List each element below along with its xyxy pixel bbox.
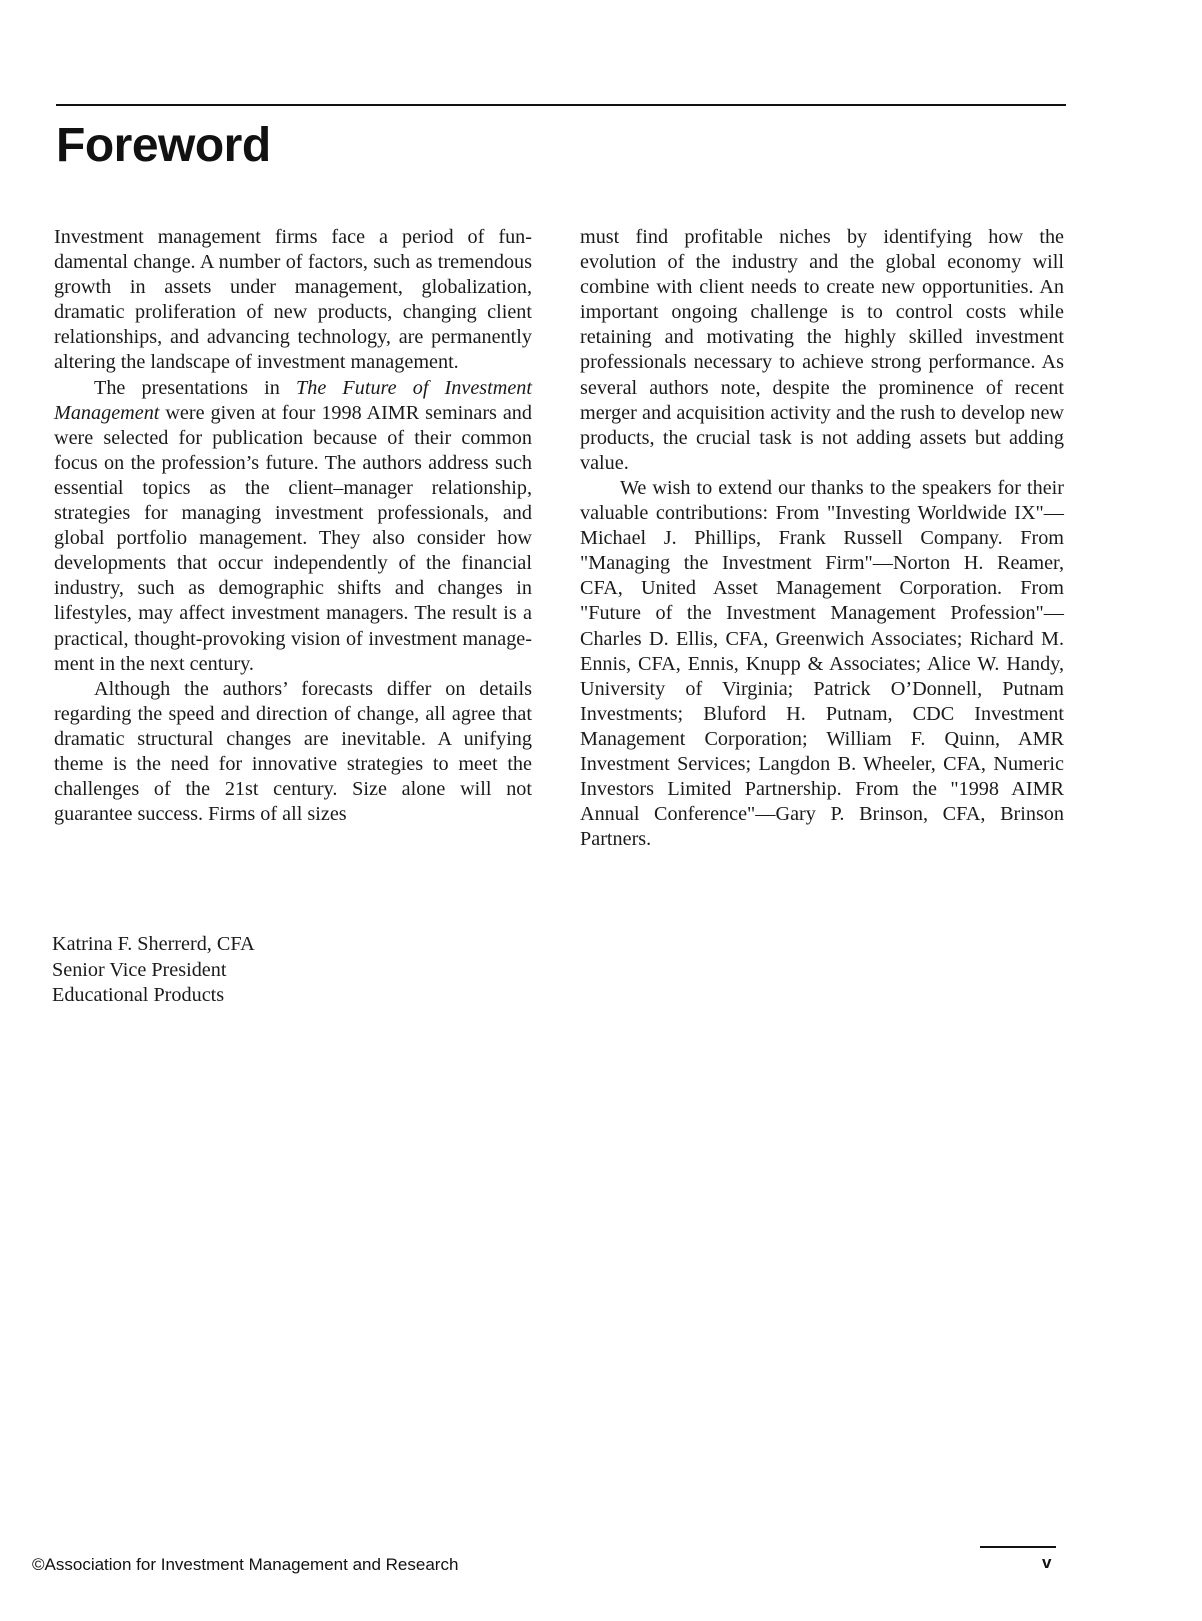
paragraph-3: Although the authors’ forecasts differ on details regarding the speed and direction of change, all agree that dramatic structural changes are inevitable. A unifying theme is the need for innovative strategies to meet the challenges of the 21st century. Size alone will not guarantee success. Firms of all sizes [54, 677, 532, 826]
footer-copyright: ©Association for Investment Management and Research [32, 1555, 459, 1574]
signature-position: Senior Vice President [52, 958, 227, 981]
signature-department: Educational Products [52, 984, 225, 1006]
page-number: v [1042, 1553, 1052, 1572]
paragraph-2-before: The presentations in [94, 376, 296, 399]
left-column [54, 225, 532, 827]
page-number-rule [980, 1546, 1056, 1548]
paragraph-5-acknowledgements: We wish to extend our thanks to the speakers for their valuable contributions: From "Investing Worldwide IX"—Michael J. Phillips, Frank Russell Company. From "Managing the Investment Firm"—Norton H. Reamer, CFA, United Asset Management Corporation. From "Future of the Investment Management Profession"—Charles D. Ellis, CFA, Greenwich Associates; Richard M. Ennis, CFA, Ennis, Knupp & Associates; Alice W. Handy, University of Virginia; Patrick O’Donnell, Putnam Investments; Bluford H. Putnam, CDC Investment Management Corporation; William F. Quinn, AMR Investment Services; Langdon B. Wheeler, CFA, Numeric Investors Limited Partnership. From the "1998 AIMR Annual Conference"—Gary P. Brinson, CFA, Brinson Partners. [580, 476, 1064, 851]
signature-name: Katrina F. Sherrerd, CFA [52, 933, 255, 955]
paragraph-2 [54, 376, 532, 677]
paragraph-1: Investment management firms face a period of fundamental change. A number of factors, such as tremendous growth in assets under management, globalization, dramatic proliferation of new products, changing client relationships, and advancing technology, are permanently altering the landscape of investment management. [54, 226, 532, 374]
paragraph-4: must find profitable niches by identifying how the evolution of the industry and the global economy will combine with client needs to create new opportunities. An important ongoing challenge is to control costs while retaining and motivating the highly skilled investment professionals necessary to achieve strong performance. As several authors note, despite the prominence of recent merger and acquisition activity and the rush to develop new products, the crucial task is not adding assets but adding value. [580, 226, 1064, 474]
paragraph-2-after: were given at four 1998 AIMR seminars and were selected for publication because of their common focus on the profession’s future. The authors address such essential topics as the client–manager relationship, strategies for managing investment professionals, and global portfolio management. They also consider how developments that occur independently of the financial industry, such as demographic shifts and changes in lifestyles, may affect investment managers. The result is a practical, thought-provoking vision of investment management in the next century. [54, 401, 532, 675]
signature-block [52, 932, 255, 1009]
page-title: Foreword [56, 119, 271, 172]
right-column [580, 225, 1064, 852]
top-rule [56, 104, 1066, 106]
book-title: The Future of Investment Management [54, 376, 533, 424]
